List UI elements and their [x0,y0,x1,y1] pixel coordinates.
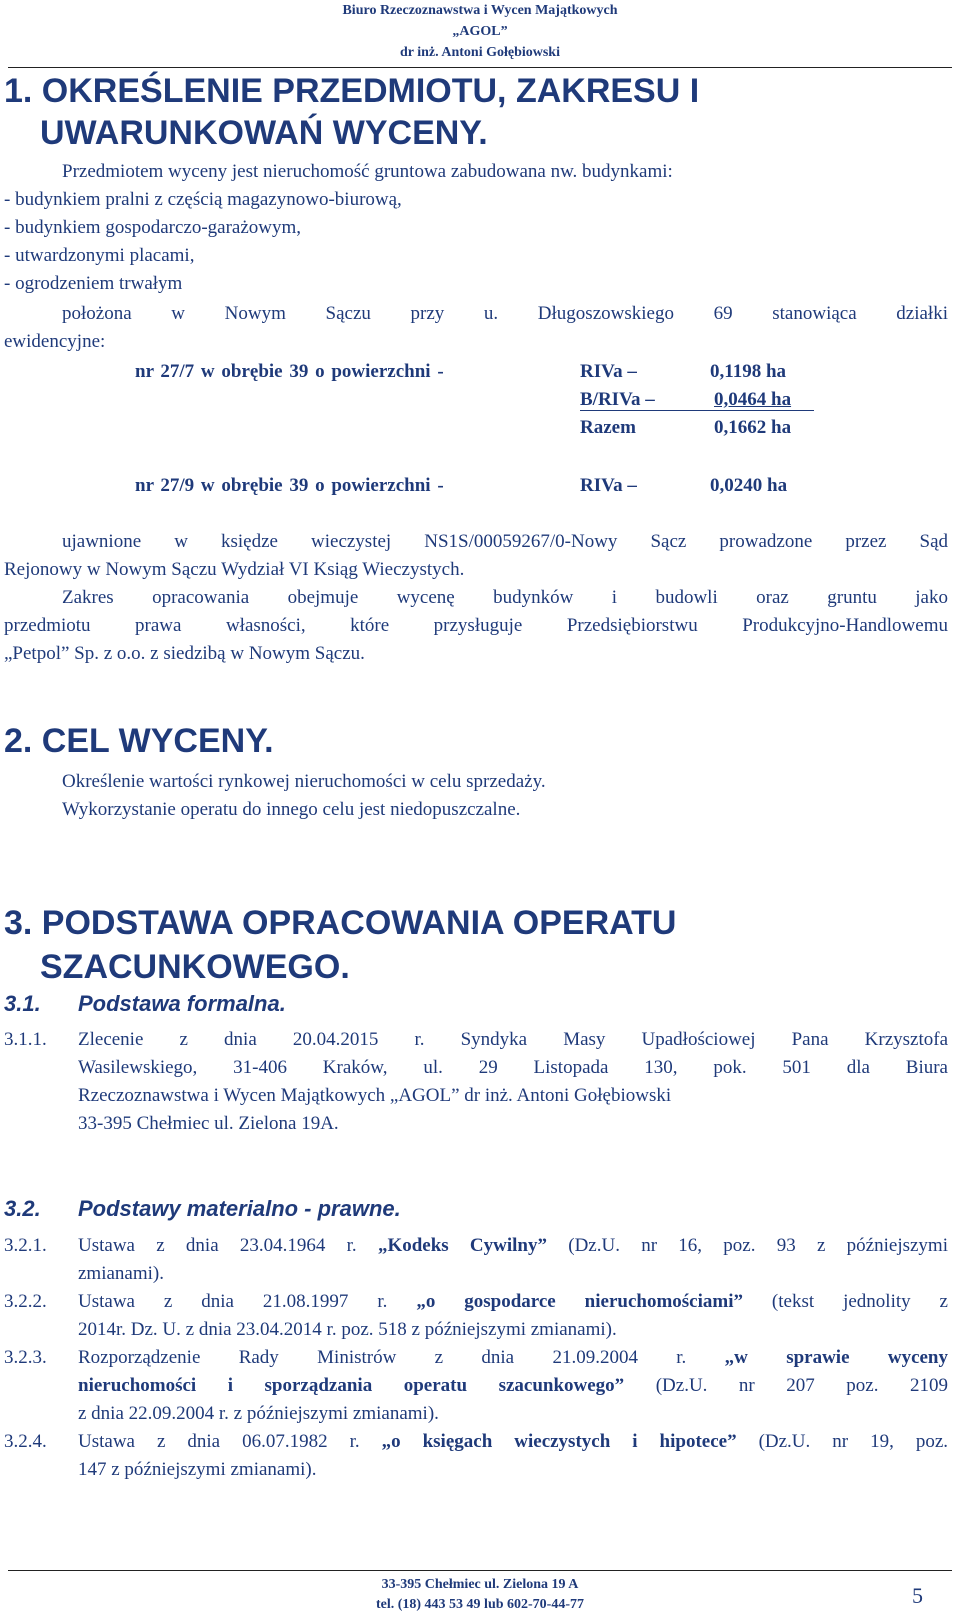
item323-line2-post: (Dz.U. nr 207 poz. 2109 [624,1375,948,1396]
register-line2: Rejonowy w Nowym Sączu Wydział VI Ksiąg Wieczystych. [4,559,465,580]
parcel2-label: nr 27/9 w obrębie 39 o powierzchni - [135,475,444,496]
item311-line2: Wasilewskiego, 31-406 Kraków, ul. 29 Listopada 130, pok. 501 dla Biura [78,1057,948,1078]
footer-rule [8,1570,952,1571]
location-line1: położona w Nowym Sączu przy u. Długoszowskiego 69 stanowiąca działki [62,303,948,324]
section3-title-line1: 3. PODSTAWA OPRACOWANIA OPERATU [4,904,677,942]
item324-pre: Ustawa z dnia 06.07.1982 r. [78,1431,382,1452]
parcel1-total-label: Razem [580,417,636,438]
item324-number: 3.2.4. [4,1431,47,1452]
footer-phone: tel. (18) 443 53 49 lub 602-70-44-77 [375,1597,585,1612]
footer-address: 33-395 Chełmiec ul. Zielona 19 A [381,1577,579,1592]
parcel1-area-1: 0,1198 ha [710,361,787,382]
parcel1-total-area: 0,1662 ha [714,417,792,438]
location-line2: ewidencyjne: [4,331,106,352]
page-number: 5 [912,1583,923,1608]
bullet-4: - ogrodzeniem trwałym [4,273,183,294]
item323-line1 [78,1344,948,1372]
item323-number: 3.2.3. [4,1347,47,1368]
item311-line1: Zlecenie z dnia 20.04.2015 r. Syndyka Masy Upadłościowej Pana Krzysztofa [78,1029,948,1050]
item323-line2 [78,1372,948,1400]
sub32-number: 3.2. [4,1196,41,1221]
item322-number: 3.2.2. [4,1291,47,1312]
parcel2-type: RIVa – [580,475,637,496]
parcel1-type-1: RIVa – [580,361,637,382]
header-office-name: Biuro Rzeczoznawstwa i Wycen Majątkowych [342,3,618,18]
section2-line2: Wykorzystanie operatu do innego celu jest niedopuszczalne. [62,799,521,820]
item322-post: (tekst jednolity z [743,1291,948,1312]
section2-title: 2. CEL WYCENY. [4,722,274,760]
item311-line3: Rzeczoznawstwa i Wycen Majątkowych „AGOL” dr inż. Antoni Gołębiowski [78,1085,672,1106]
bullet-1: - budynkiem pralni z częścią magazynowo-biurową, [4,189,402,210]
section3-title-line2: SZACUNKOWEGO. [40,948,350,986]
item323-line3: z dnia 22.09.2004 r. z późniejszymi zmianami). [78,1403,439,1424]
item323-pre: Rozporządzenie Rady Ministrów z dnia 21.09.2004 r. [78,1347,725,1368]
scope-line3: „Petpol” Sp. z o.o. z siedzibą w Nowym Sączu. [4,643,365,664]
item324-line1 [78,1428,948,1456]
item324-line2: 147 z późniejszymi zmianami). [78,1459,317,1480]
item322-line2: 2014r. Dz. U. z dnia 23.04.2014 r. poz. 518 z późniejszymi zmianami). [78,1319,617,1340]
sub31-title: Podstawa formalna. [78,991,286,1016]
section1-intro: Przedmiotem wyceny jest nieruchomość gruntowa zabudowana nw. budynkami: [62,161,673,182]
section1-title-line2: UWARUNKOWAŃ WYCENY. [40,114,488,152]
item321-line2: zmianami). [78,1263,164,1284]
scope-line2: przedmiotu prawa własności, które przysługuje Przedsiębiorstwu Produkcyjno-Handlowemu [4,615,948,636]
item322-line1 [78,1288,948,1316]
item322-pre: Ustawa z dnia 21.08.1997 r. [78,1291,417,1312]
parcel1-sum-underline [580,410,814,411]
parcel1-area-2: 0,0464 ha [714,389,792,410]
item323-act-name: „w sprawie wyceny [724,1347,948,1368]
parcel1-type-2: B/RIVa – [580,389,655,410]
item324-act-name: „o księgach wieczystych i hipotece” [381,1431,737,1452]
item323-act-name-cont: nieruchomości i sporządzania operatu szacunkowego” [78,1375,625,1396]
item321-line1 [78,1232,948,1260]
item321-number: 3.2.1. [4,1235,47,1256]
bullet-2: - budynkiem gospodarczo-garażowym, [4,217,302,238]
header-rule [8,67,952,68]
bullet-3: - utwardzonymi placami, [4,245,195,266]
item311-number: 3.1.1. [4,1029,47,1050]
scope-line1: Zakres opracowania obejmuje wycenę budynków i budowli oraz gruntu jako [62,587,948,608]
parcel1-label: nr 27/7 w obrębie 39 o powierzchni - [135,361,444,382]
item311-line4: 33-395 Chełmiec ul. Zielona 19A. [78,1113,339,1134]
item321-act-name: „Kodeks Cywilny” [377,1235,547,1256]
item321-post: (Dz.U. nr 16, poz. 93 z późniejszymi [547,1235,948,1256]
item321-pre: Ustawa z dnia 23.04.1964 r. [78,1235,378,1256]
parcel2-area: 0,0240 ha [710,475,788,496]
header-office-brand: „AGOL” [452,24,508,39]
item322-act-name: „o gospodarce nieruchomościami” [416,1291,743,1312]
section2-line1: Określenie wartości rynkowej nieruchomości w celu sprzedaży. [62,771,546,792]
item324-post: (Dz.U. nr 19, poz. [736,1431,948,1452]
section1-title-line1: 1. OKREŚLENIE PRZEDMIOTU, ZAKRESU I [4,72,700,110]
register-line1: ujawnione w księdze wieczystej NS1S/00059267/0-Nowy Sącz prowadzone przez Sąd [62,531,948,552]
sub32-title: Podstawy materialno - prawne. [78,1196,401,1221]
sub31-number: 3.1. [4,991,41,1016]
header-owner-name: dr inż. Antoni Gołębiowski [399,45,560,60]
